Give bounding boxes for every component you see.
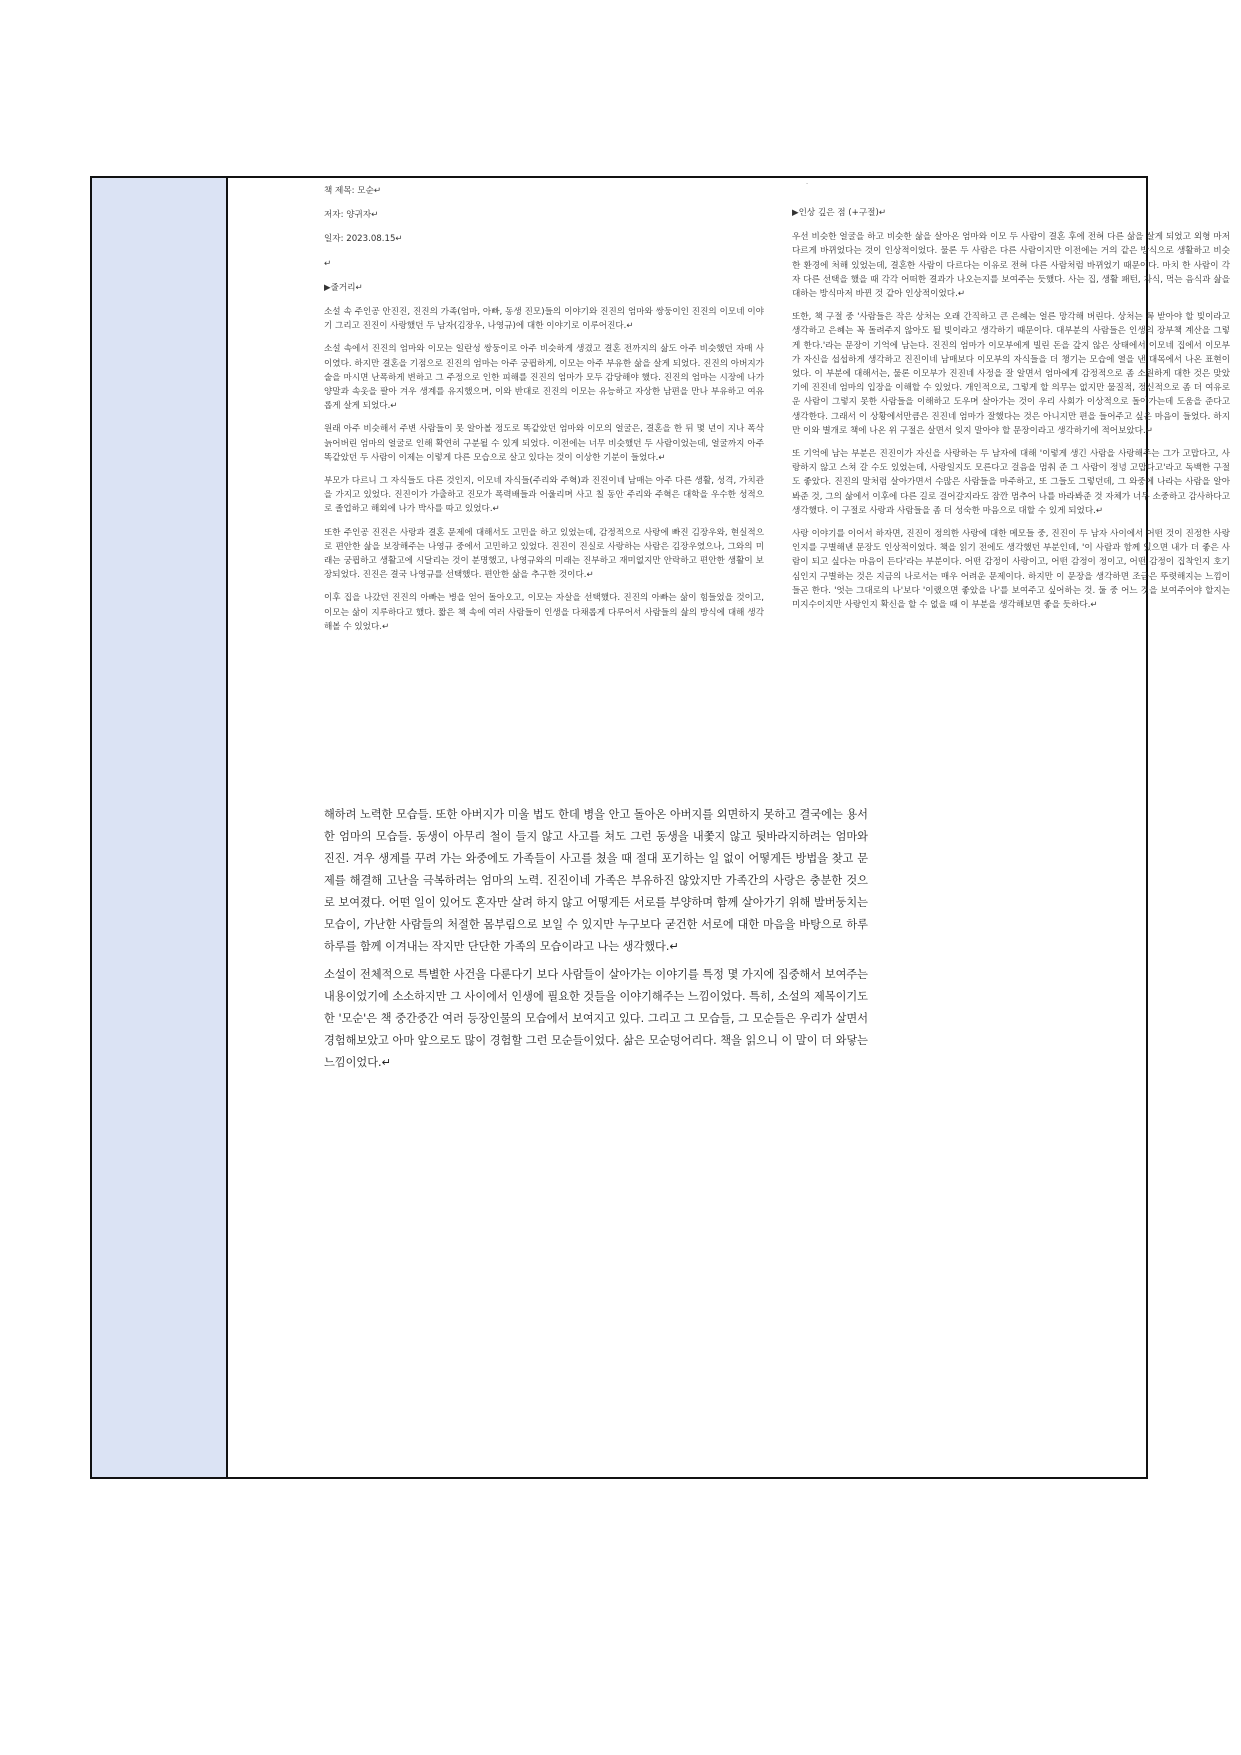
column-marker: - xyxy=(806,180,809,187)
summary-paragraph-6: 이후 집을 나갔던 진진의 아빠는 병을 얻어 돌아오고, 이모는 자살을 선택했다. 진진의 아빠는 삶이 힘들었을 것이고, 이모는 삶이 지루하다고 했다. 짧은 책 속에 여러 사람들이 인생을 다채롭게 다루어서 사람들의 삶의 방식에 대해 생각해볼 수 있었다.↵ xyxy=(324,593,764,632)
impression-paragraph-1: 우선 비슷한 얼굴을 하고 비슷한 삶을 살아온 엄마와 이모 두 사람이 결혼 후에 전혀 다른 삶을 살게 되었고 외형 마저 다르게 바뀌었다는 것이 인상적이었다. 물론 두 사람은 다른 사람이지만 이전에는 거의 같은 방식으로 생활하고 비슷한 환경에 처해 있었는데, 결혼한 사람이 다르다는 이유로 전혀 다른 사람처럼 바뀌었기 때문이다. 마치 한 사람이 각자 다른 선택을 했을 때 각각 어떠한 결과가 나오는지를 보여주는 듯했다. 사는 집, 생활 패턴, 자식, 먹는 음식과 삶을 대하는 방식마저 바뀐 것 같아 인상적이었다.↵ xyxy=(792,232,1230,300)
author-line: 저자: 양귀자↵ xyxy=(324,210,379,221)
summary-paragraph-3: 원래 아주 비슷해서 주변 사람들이 못 알아볼 정도로 똑같았던 엄마와 이모의 얼굴은, 결혼을 한 뒤 몇 년이 지나 폭삭 늙어버린 엄마의 얼굴로 인해 확연히 구분될 수 있게 되었다. 이전에는 너무 비슷했던 두 사람이었는데, 얼굴까지 아주 똑같았던 두 사람이 이제는 이렇게 다른 모습으로 살고 있다는 것이 이상한 기분이 들었다.↵ xyxy=(324,424,764,463)
impression-heading: ▶인상 깊은 점 (+구절)↵ xyxy=(792,208,887,218)
continuation-paragraph-2: 소설이 전체적으로 특별한 사건을 다룬다기 보다 사람들이 살아가는 이야기를 특정 몇 가지에 집중해서 보여주는 내용이었기에 소소하지만 그 사이에서 인생에 필요한 것들을 이야기해주는 느낌이었다. 특히, 소설의 제목이기도 한 '모순'은 책 중간중간 여러 등장인물의 모습에서 보여지고 있다. 그리고 그 모습들, 그 모순들은 우리가 살면서 경험해보았고 아마 앞으로도 많이 경험할 그런 모순들이었다. 삶은 모순덩어리다. 책을 읽으니 이 말이 더 와닿는 느낌이었다.↵ xyxy=(324,968,868,1069)
summary-paragraph-2: 소설 속에서 진진의 엄마와 이모는 일란성 쌍둥이로 아주 비슷하게 생겼고 결혼 전까지의 삶도 아주 비슷했던 자매 사이였다. 하지만 결혼을 기점으로 진진의 엄마는 아주 궁핍하게, 이모는 아주 부유한 삶을 살게 되었다. 진진의 아버지가 술을 마시면 난폭하게 변하고 그 주정으로 인한 피해를 진진의 엄마가 모두 감당해야 했다. 진진의 엄마는 시장에 나가 양말과 속옷을 팔아 겨우 생계를 유지했으며, 이와 반대로 진진의 이모는 유능하고 자상한 남편을 만나 부유하고 여유롭게 살게 되었다.↵ xyxy=(324,344,764,412)
sidebar-column xyxy=(92,178,228,1477)
continuation-paragraph-1: 해하려 노력한 모습들. 또한 아버지가 미울 법도 한데 병을 안고 돌아온 아버지를 외면하지 못하고 결국에는 용서한 엄마의 모습들. 동생이 아무리 철이 들지 않고 사고를 쳐도 그런 동생을 내쫓지 않고 뒷바라지하려는 엄마와 진진. 겨우 생계를 꾸려 가는 와중에도 가족들이 사고를 쳤을 때 절대 포기하는 일 없이 어떻게든 방법을 찾고 문제를 해결해 고난을 극복하려는 엄마의 노력. 진진이네 가족은 부유하진 않았지만 가족간의 사랑은 충분한 것으로 보여졌다. 어떤 일이 있어도 혼자만 살려 하지 않고 어떻게든 서로를 부양하며 함께 살아가기 위해 발버둥치는 모습이, 가난한 사람들의 처절한 몸부림으로 보일 수 있지만 누구보다 굳건한 서로에 대한 마음을 바탕으로 하루하루를 함께 이겨내는 작지만 단단한 가족의 모습이라고 나는 생각했다.↵ xyxy=(324,808,868,953)
summary-paragraph-1: 소설 속 주인공 안진진, 진진의 가족(엄마, 아빠, 동생 진모)들의 이야기와 진진의 엄마와 쌍둥이인 진진의 이모네 이야기 그리고 진진이 사랑했던 두 남자(김장우, 나영규)에 대한 이야기로 이루어진다.↵ xyxy=(324,307,764,332)
date-line: 일자: 2023.08.15↵ xyxy=(324,234,403,245)
impression-paragraph-2: 또한, 책 구절 중 '사람들은 작은 상처는 오래 간직하고 큰 은혜는 얼른 망각해 버린다. 상처는 꼭 받아야 할 빚이라고 생각하고 은혜는 꼭 돌려주지 않아도 될 빚이라고 생각하기 때문이다. 대부분의 사람들은 인생의 장부책 계산을 그렇게 한다.'라는 문장이 기억에 남는다. 진진의 엄마가 이모부에게 빌린 돈을 갚지 않은 상태에서 이모네 집에서 이모부가 자신을 섭섭하게 생각하고 진진이네 남매보다 이모부의 자식들을 더 챙기는 모습에 열을 낸 대목에서 나온 표현이었다. 이 부분에 대해서는, 물론 이모부가 진진네 사정을 잘 알면서 엄마에게 감정적으로 좀 소원하게 대한 것은 맞았기에 진진네 엄마의 입장을 이해할 수 있었다. 개인적으로, 그렇게 할 의무는 없지만 물질적, 정신적으로 좀 더 여유로운 사람이 그렇지 못한 사람들을 이해하고 도우며 살아가는 것이 우리 사회가 이상적으로 돌아가는데 도움을 준다고 생각한다. 그래서 이 상황에서만큼은 진진네 엄마가 잘했다는 것은 아니지만 편을 들어주고 싶은 마음이 들었다. 하지만 이와 별개로 책에 나온 위 구절은 살면서 잊지 말아야 할 문장이라고 생각하기에 적어보았다.↵ xyxy=(792,312,1230,436)
page-frame xyxy=(90,176,1230,1479)
right-column xyxy=(792,206,1230,621)
impression-paragraph-3: 또 기억에 남는 부분은 진진이가 자신을 사랑하는 두 남자에 대해 '이렇게 생긴 사람을 사랑해주는 그가 고맙다고, 사랑하지 않고 스쳐 갈 수도 있었는데, 사랑일지도 모른다고 걸음을 멈춰 준 그 사람이 정녕 고맙다고'라고 독백한 구절도 좋았다. 진진의 말처럼 살아가면서 수많은 사람들을 마주하고, 또 그들도 그렇던데, 그 와중에 나라는 사람을 알아봐준 것, 그의 삶에서 이후에 다른 길로 걸어갈지라도 잠깐 멈추어 나를 바라봐준 것 자체가 너무 소중하고 감사하다고 생각했다. 이 구절로 사랑과 사람들을 좀 더 성숙한 마음으로 대할 수 있게 되었다.↵ xyxy=(792,449,1230,516)
left-column xyxy=(324,184,764,643)
impression-paragraph-4: 사랑 이야기를 이어서 하자면, 진진이 정의한 사랑에 대한 메모들 중, 진진이 두 남자 사이에서 어떤 것이 진정한 사랑인지를 구별해낸 문장도 인상적이었다. 책을 읽기 전에도 생각했던 부분인데, '이 사람과 함께 있으면 내가 더 좋은 사람이 되고 싶다는 마음이 든다'라는 부분이다. 어떤 감정이 사랑이고, 어떤 감정이 정이고, 어떤 감정이 집착인지 호기심인지 구별하는 것은 지금의 나로서는 매우 어려운 문제이다. 하지만 이 문장을 생각하면 조금은 뚜렷해지는 느낌이 들곤 한다. '엇는 그대로의 나'보다 '이랬으면 좋았을 나'를 보여주고 싶어하는 것. 둘 중 어느 것을 보여주어야 할지는 미지수이지만 사랑인지 확신을 할 수 없을 때 이 부분을 생각해보면 좋을 듯하다.↵ xyxy=(792,529,1230,611)
summary-heading: ▶줄거리↵ xyxy=(324,282,363,293)
continuation-text xyxy=(324,804,868,1080)
summary-paragraph-4: 부모가 다르니 그 자식들도 다른 것인지, 이모네 자식들(주리와 주혁)과 진진이네 남매는 아주 다른 생활, 성격, 가치관을 가지고 있었다. 진진이가 가출하고 진모가 폭력배들과 어울리며 사고 칠 동안 주리와 주혁은 대학을 우수한 성적으로 졸업하고 해외에 나가 박사를 따고 있었다.↵ xyxy=(324,476,764,515)
content-cell xyxy=(228,178,1230,1477)
blank-line: ↵ xyxy=(324,258,332,269)
summary-paragraph-5: 또한 주인공 진진은 사랑과 결혼 문제에 대해서도 고민을 하고 있었는데, 감정적으로 사랑에 빠진 김장우와, 현실적으로 편안한 삶을 보장해주는 나영규 중에서 고민하고 있었다. 진진이 진실로 사랑하는 사람은 김장우였으나, 그와의 미래는 궁핍하고 생활고에 시달리는 것이 분명했고, 나영규와의 미래는 진부하고 재미없지만 안락하고 편안한 생활이 보장되었다. 진진은 결국 나영규를 선택했다. 편안한 삶을 추구한 것이다.↵ xyxy=(324,527,764,581)
book-title-line: 책 제목: 모순↵ xyxy=(324,186,382,196)
